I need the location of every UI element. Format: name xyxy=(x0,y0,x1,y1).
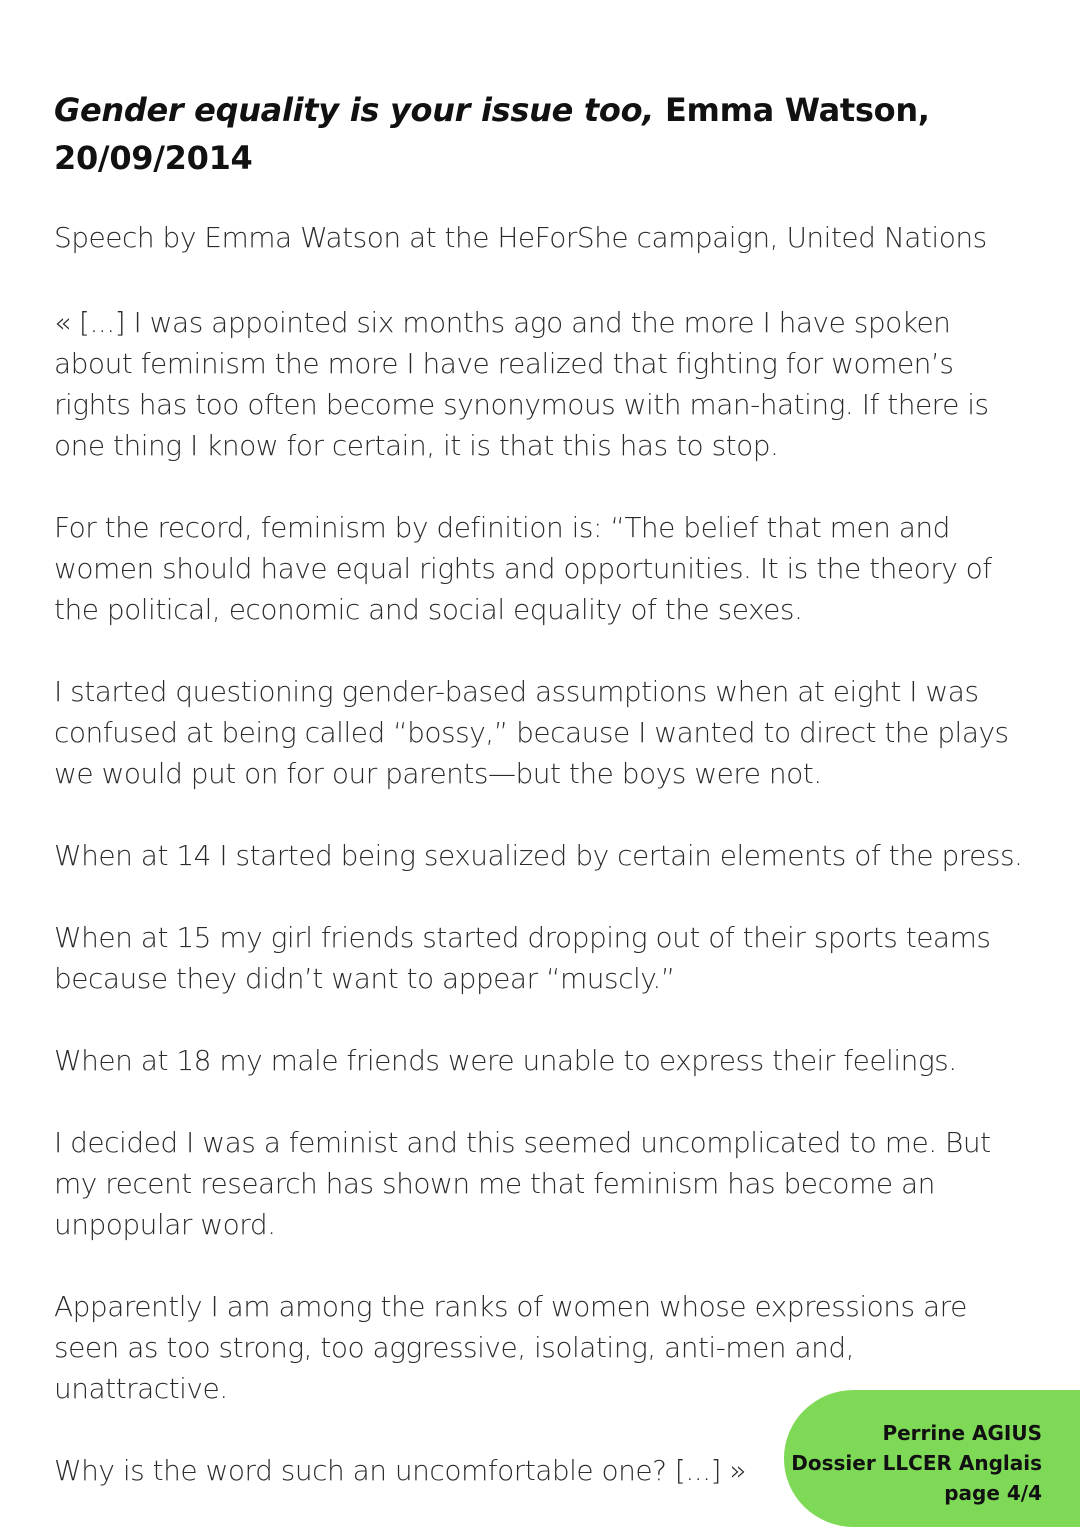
paragraph-3: I started questioning gender-based assumptions when at eight I was confused at being called “bossy,” because I wanted to direct the plays we would put on for our parents—but the boys were not. xyxy=(54,675,1009,790)
paragraph-5: When at 15 my girl friends started dropping out of their sports teams because they didn’t want to appear “muscly.” xyxy=(54,921,991,995)
paragraph-7: I decided I was a feminist and this seemed uncomplicated to me. But my recent research has shown me that feminism has become an unpopular word. xyxy=(54,1126,991,1241)
badge-author: Perrine AGIUS xyxy=(882,1421,1042,1445)
title-italic: Gender equality is your issue too, xyxy=(54,91,655,129)
document-page xyxy=(54,86,1034,1532)
paragraph-9: Why is the word such an uncomfortable one? [...] » xyxy=(54,1454,746,1487)
paragraph-4: When at 14 I started being sexualized by certain elements of the press. xyxy=(54,839,1023,872)
badge-page-number: page 4/4 xyxy=(944,1481,1042,1505)
paragraph-8: Apparently I am among the ranks of women whose expressions are seen as too strong, too aggressive, isolating, anti-men and, unattractive. xyxy=(54,1290,967,1405)
page-badge xyxy=(784,1390,1080,1527)
paragraph-2: For the record, feminism by definition is: “The belief that men and women should have equal rights and opportunities. It is the theory of the political, economic and social equality of the sexes. xyxy=(54,511,992,626)
document-title xyxy=(54,86,1034,182)
paragraph-1: « [...] I was appointed six months ago and the more I have spoken about feminism the more I have realized that fighting for women’s rights has too often become synonymous with man-hating. If there is one thing I know for certain, it is that this has to stop. xyxy=(54,306,989,462)
speech-context: Speech by Emma Watson at the HeForShe campaign, United Nations xyxy=(54,221,987,254)
title-author: Emma Watson, xyxy=(654,91,930,129)
paragraph-6: When at 18 my male friends were unable to express their feelings. xyxy=(54,1044,957,1077)
title-date: 20/09/2014 xyxy=(54,139,253,177)
badge-dossier: Dossier LLCER Anglais xyxy=(791,1451,1042,1475)
